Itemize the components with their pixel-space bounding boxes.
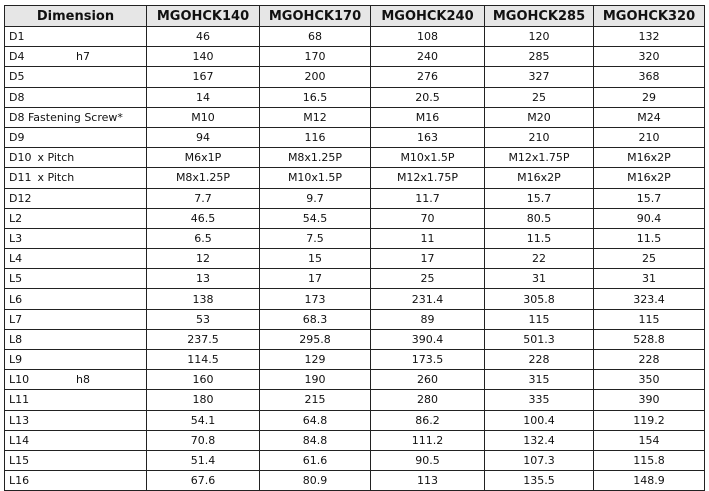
header-row	[5, 6, 705, 27]
value-cell: 163	[371, 127, 485, 147]
value-cell: 86.2	[371, 410, 485, 430]
value-cell: 70	[371, 208, 485, 228]
value-cell: 94	[147, 127, 260, 147]
value-cell: M8x1.25P	[147, 168, 260, 188]
value-cell: 67.6	[147, 471, 260, 491]
value-cell: 90.5	[371, 450, 485, 470]
table-row	[5, 27, 705, 47]
value-cell: 25	[371, 269, 485, 289]
table-row	[5, 471, 705, 491]
dimension-name: L15	[9, 454, 30, 468]
dimension-name: D11	[9, 171, 32, 185]
value-cell: 116	[260, 127, 371, 147]
value-cell: M10	[147, 107, 260, 127]
value-cell: 173.5	[371, 350, 485, 370]
value-cell: 12	[147, 249, 260, 269]
value-cell: 15.7	[594, 188, 705, 208]
value-cell: 138	[147, 289, 260, 309]
value-cell: 315	[485, 370, 594, 390]
value-cell: M16x2P	[594, 148, 705, 168]
row-dimension-label	[5, 410, 147, 430]
row-dimension-label	[5, 350, 147, 370]
table-row	[5, 249, 705, 269]
table-row	[5, 329, 705, 349]
row-dimension-label	[5, 148, 147, 168]
dimension-name: D10	[9, 151, 32, 165]
table-body	[5, 27, 705, 491]
table-row	[5, 127, 705, 147]
value-cell: 135.5	[485, 471, 594, 491]
table-row	[5, 370, 705, 390]
value-cell: 170	[260, 47, 371, 67]
value-cell: 90.4	[594, 208, 705, 228]
value-cell: 54.5	[260, 208, 371, 228]
value-cell: 80.9	[260, 471, 371, 491]
value-cell: 31	[594, 269, 705, 289]
value-cell: M16	[371, 107, 485, 127]
value-cell: 13	[147, 269, 260, 289]
row-dimension-label	[5, 329, 147, 349]
dimension-name: L8	[9, 332, 23, 346]
dimension-name: L6	[9, 292, 23, 306]
table-row	[5, 168, 705, 188]
value-cell: 210	[485, 127, 594, 147]
dimension-name: L4	[9, 252, 23, 266]
value-cell: 305.8	[485, 289, 594, 309]
value-cell: 260	[371, 370, 485, 390]
value-cell: 15	[260, 249, 371, 269]
value-cell: M20	[485, 107, 594, 127]
table-row	[5, 107, 705, 127]
value-cell: 132	[594, 27, 705, 47]
row-dimension-label	[5, 188, 147, 208]
value-cell: 46.5	[147, 208, 260, 228]
value-cell: 11.5	[594, 228, 705, 248]
dimension-name: L5	[9, 272, 23, 286]
value-cell: 528.8	[594, 329, 705, 349]
dimension-name: D1	[9, 30, 25, 44]
value-cell: 240	[371, 47, 485, 67]
value-cell: M8x1.25P	[260, 148, 371, 168]
value-cell: 140	[147, 47, 260, 67]
value-cell: 154	[594, 430, 705, 450]
value-cell: 46	[147, 27, 260, 47]
dimension-name: L13	[9, 413, 30, 427]
column-header-mgohck320: MGOHCK320	[594, 6, 705, 27]
value-cell: 120	[485, 27, 594, 47]
table-row	[5, 430, 705, 450]
value-cell: 129	[260, 350, 371, 370]
value-cell: 501.3	[485, 329, 594, 349]
value-cell: 7.7	[147, 188, 260, 208]
value-cell: 237.5	[147, 329, 260, 349]
value-cell: 108	[371, 27, 485, 47]
value-cell: 22	[485, 249, 594, 269]
table-row	[5, 188, 705, 208]
table-row	[5, 47, 705, 67]
value-cell: M6x1P	[147, 148, 260, 168]
value-cell: 11	[371, 228, 485, 248]
value-cell: 180	[147, 390, 260, 410]
row-dimension-label	[5, 127, 147, 147]
value-cell: M12x1.75P	[371, 168, 485, 188]
value-cell: 51.4	[147, 450, 260, 470]
value-cell: M12	[260, 107, 371, 127]
table-row	[5, 410, 705, 430]
tolerance-class: h8	[76, 373, 90, 387]
column-header-mgohck170: MGOHCK170	[260, 6, 371, 27]
row-dimension-label	[5, 450, 147, 470]
dimension-table	[4, 5, 705, 491]
dimension-name: D9	[9, 131, 25, 145]
value-cell: 100.4	[485, 410, 594, 430]
value-cell: 84.8	[260, 430, 371, 450]
value-cell: 285	[485, 47, 594, 67]
value-cell: 54.1	[147, 410, 260, 430]
value-cell: 6.5	[147, 228, 260, 248]
value-cell: 115	[485, 309, 594, 329]
table-row	[5, 350, 705, 370]
column-header-mgohck240: MGOHCK240	[371, 6, 485, 27]
row-dimension-label	[5, 47, 147, 67]
value-cell: M12x1.75P	[485, 148, 594, 168]
value-cell: 390	[594, 390, 705, 410]
value-cell: 228	[594, 350, 705, 370]
value-cell: 390.4	[371, 329, 485, 349]
value-cell: 276	[371, 67, 485, 87]
dimension-name: D5	[9, 70, 25, 84]
tolerance-class: h7	[76, 50, 90, 64]
value-cell: M10x1.5P	[371, 148, 485, 168]
value-cell: 68.3	[260, 309, 371, 329]
value-cell: 64.8	[260, 410, 371, 430]
value-cell: 167	[147, 67, 260, 87]
value-cell: 61.6	[260, 450, 371, 470]
value-cell: 115.8	[594, 450, 705, 470]
dimension-name: L7	[9, 312, 23, 326]
column-header-mgohck140: MGOHCK140	[147, 6, 260, 27]
row-dimension-label	[5, 269, 147, 289]
value-cell: 25	[485, 87, 594, 107]
row-dimension-label	[5, 370, 147, 390]
pitch-note: x Pitch	[37, 171, 75, 185]
value-cell: 17	[371, 249, 485, 269]
value-cell: M10x1.5P	[260, 168, 371, 188]
value-cell: 280	[371, 390, 485, 410]
dimension-name: D8 Fastening Screw*	[9, 110, 123, 124]
value-cell: 113	[371, 471, 485, 491]
value-cell: 11.5	[485, 228, 594, 248]
value-cell: 190	[260, 370, 371, 390]
value-cell: 228	[485, 350, 594, 370]
dimension-name: D12	[9, 191, 32, 205]
table-row	[5, 87, 705, 107]
value-cell: 173	[260, 289, 371, 309]
value-cell: 210	[594, 127, 705, 147]
table-row	[5, 148, 705, 168]
dimension-name: D4	[9, 50, 25, 64]
value-cell: 350	[594, 370, 705, 390]
dimension-name: L11	[9, 393, 30, 407]
value-cell: M24	[594, 107, 705, 127]
table-row	[5, 269, 705, 289]
table-row	[5, 67, 705, 87]
row-dimension-label	[5, 107, 147, 127]
value-cell: 25	[594, 249, 705, 269]
value-cell: 29	[594, 87, 705, 107]
value-cell: 11.7	[371, 188, 485, 208]
value-cell: 148.9	[594, 471, 705, 491]
column-header-mgohck285: MGOHCK285	[485, 6, 594, 27]
table-row	[5, 228, 705, 248]
value-cell: 20.5	[371, 87, 485, 107]
row-dimension-label	[5, 430, 147, 450]
table-row	[5, 450, 705, 470]
row-dimension-label	[5, 27, 147, 47]
row-dimension-label	[5, 309, 147, 329]
value-cell: 111.2	[371, 430, 485, 450]
table-row	[5, 289, 705, 309]
value-cell: 31	[485, 269, 594, 289]
value-cell: 323.4	[594, 289, 705, 309]
value-cell: 9.7	[260, 188, 371, 208]
row-dimension-label	[5, 208, 147, 228]
value-cell: 119.2	[594, 410, 705, 430]
table-row	[5, 390, 705, 410]
row-dimension-label	[5, 249, 147, 269]
value-cell: 368	[594, 67, 705, 87]
value-cell: 327	[485, 67, 594, 87]
value-cell: 231.4	[371, 289, 485, 309]
value-cell: 114.5	[147, 350, 260, 370]
dimension-name: D8	[9, 90, 25, 104]
dimension-name: L3	[9, 231, 23, 245]
table-row	[5, 309, 705, 329]
row-dimension-label	[5, 471, 147, 491]
value-cell: 70.8	[147, 430, 260, 450]
value-cell: 132.4	[485, 430, 594, 450]
value-cell: 160	[147, 370, 260, 390]
value-cell: 107.3	[485, 450, 594, 470]
value-cell: 115	[594, 309, 705, 329]
table-row	[5, 208, 705, 228]
value-cell: 17	[260, 269, 371, 289]
value-cell: 295.8	[260, 329, 371, 349]
value-cell: M16x2P	[594, 168, 705, 188]
row-dimension-label	[5, 390, 147, 410]
value-cell: 320	[594, 47, 705, 67]
dimension-name: L14	[9, 433, 30, 447]
value-cell: M16x2P	[485, 168, 594, 188]
value-cell: 7.5	[260, 228, 371, 248]
value-cell: 215	[260, 390, 371, 410]
row-dimension-label	[5, 168, 147, 188]
dimension-name: L2	[9, 211, 23, 225]
dimension-name: L9	[9, 353, 23, 367]
pitch-note: x Pitch	[37, 151, 75, 165]
value-cell: 80.5	[485, 208, 594, 228]
row-dimension-label	[5, 289, 147, 309]
column-header-dimension: Dimension	[5, 6, 147, 27]
value-cell: 53	[147, 309, 260, 329]
row-dimension-label	[5, 87, 147, 107]
dimension-name: L10	[9, 373, 30, 387]
row-dimension-label	[5, 228, 147, 248]
row-dimension-label	[5, 67, 147, 87]
value-cell: 200	[260, 67, 371, 87]
value-cell: 16.5	[260, 87, 371, 107]
value-cell: 68	[260, 27, 371, 47]
value-cell: 89	[371, 309, 485, 329]
value-cell: 335	[485, 390, 594, 410]
dimension-name: L16	[9, 474, 30, 488]
value-cell: 15.7	[485, 188, 594, 208]
value-cell: 14	[147, 87, 260, 107]
